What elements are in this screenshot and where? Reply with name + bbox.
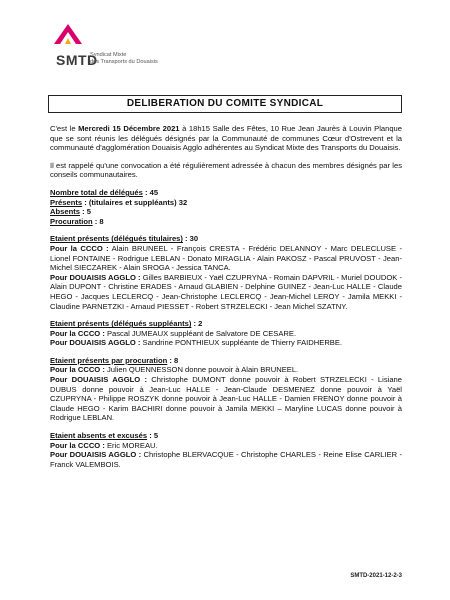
ccco-text: Pascal JUMEAUX suppléant de Salvatore DE CESARE. — [104, 328, 297, 338]
ccco-text: Alain BRUNEEL - François CRESTA - Frédéric DELANNOY - Marc DELECLUSE - Lionel FONTAINE - Rodrigue LEBLAN - Donato MIRAGLIA - Alain PAKOSZ - Pascal PRUVOST - Jean-Michel SIECZAREK - Alain SROGA - Jessica TANCA. — [50, 243, 402, 273]
section-heading: Etaient présents par procuration — [50, 355, 168, 365]
agglo-members — [50, 450, 402, 469]
proxy-label: Procuration — [50, 216, 93, 226]
agglo-members — [50, 338, 402, 348]
agglo-label: Pour DOUAISIS AGGLO : — [50, 450, 142, 460]
ccco-text: Eric MOREAU. — [104, 440, 158, 450]
section-count: : 8 — [167, 355, 179, 365]
total-label: Nombre total de délégués — [50, 187, 143, 197]
ccco-members — [50, 441, 402, 451]
agglo-text: Christophe DUMONT donne pouvoir à Robert STRZELECKI - Lisiane DUBUS donne pouvoir à Jean-Luc HALLE - Jean-Claude DESMENEZ donne pouvoir à Yaël CZUPRYNA - Philippe ROSZYK donne pouvoir à Jean-Luc HALLE - Damien FRENOY donne pouvoir à Claude HEGO - Karim BACHIRI donne pouvoir à Jamila MEKKI – Maryline LUCAS donne pouvoir à Rodrigue LEBLAN. — [50, 375, 402, 423]
present-label: Présents — [50, 197, 83, 207]
ccco-members — [50, 365, 402, 375]
counts-block — [50, 188, 402, 226]
section-procuration — [50, 356, 402, 423]
intro-paragraph — [50, 124, 402, 153]
section-suppleants — [50, 319, 402, 348]
agglo-text: Christophe BLERVACQUE - Christophe CHARLES - Reine Elise CARLIER - Franck VALEMBOIS. — [50, 450, 402, 469]
intro-pre: C'est le — [50, 124, 79, 133]
ccco-members — [50, 244, 402, 273]
document-title: DELIBERATION DU COMITE SYNDICAL — [48, 95, 402, 113]
smtd-logo — [48, 22, 158, 66]
logo-mark-icon — [48, 22, 88, 52]
ccco-label: Pour la CCCO : — [50, 365, 105, 375]
meeting-date: Mercredi 15 Décembre 2021 — [78, 124, 180, 133]
agglo-text: Gilles BARBIEUX - Yaël CZUPRYNA - Romain DAPVRIL - Muriel DOUDOK - Alain DUPONT - Christine ERADES - Arnaud GLABIEN - Delphine GUINEZ - Jean-Luc HALLE - Claude HEGO - Jacques LECLERCQ - Jean-Christophe LECLERCQ - Jean-Michel LEROY - Jamila MEKKI - Claudine PARNETZKI - Arnaud PIESSET - Robert STRZELECKI - Jean Michel SZATNY. — [50, 272, 402, 311]
section-heading: Etaient présents (délégués titulaires) — [50, 234, 183, 244]
absent-value: : 5 — [79, 207, 91, 217]
ccco-label: Pour la CCCO : — [50, 243, 109, 253]
document-body — [50, 124, 402, 469]
agglo-label: Pour DOUAISIS AGGLO : — [50, 375, 147, 385]
agglo-label: Pour DOUAISIS AGGLO : — [50, 272, 141, 282]
agglo-members — [50, 273, 402, 311]
ccco-label: Pour la CCCO : — [50, 440, 105, 450]
section-count: : 5 — [147, 431, 159, 441]
proxy-value: : 8 — [92, 216, 104, 226]
section-heading: Etaient présents (délégués suppléants) — [50, 319, 192, 329]
present-value: : (titulaires et suppléants) 32 — [82, 197, 188, 207]
intro-post: à 18h15 Salle des Fêtes, 10 Rue Jean Jaurès à Louvin Planque que se sont réunis les délégués désignés par la Communauté de communes Cœur d'Ostrevent et la communauté d'agglomération Douaisis Agglo adhérentes au Syndicat Mixte des Transports du Douaisis. — [50, 124, 402, 153]
total-value: : 45 — [142, 187, 159, 197]
ccco-label: Pour la CCCO : — [50, 328, 105, 338]
section-count: : 30 — [182, 234, 199, 244]
org-line-2: des Transports du Douaisis — [90, 58, 158, 65]
org-line-1: Syndicat Mixte — [90, 52, 127, 58]
section-titulaires — [50, 234, 402, 311]
ccco-members — [50, 329, 402, 339]
reminder-paragraph: Il est rappelé qu'une convocation a été régulièrement adressée à chacun des membres désignés par les conseils communautaires. — [50, 160, 402, 180]
ccco-text: Julien QUENNESSON donne pouvoir à Alain BRUNEEL. — [104, 365, 299, 375]
section-count: : 2 — [191, 319, 203, 329]
absent-label: Absents — [50, 207, 80, 217]
agglo-text: Sandrine PONTHIEUX suppléante de Thierry FAIDHERBE. — [140, 338, 343, 348]
section-heading: Etaient absents et excusés — [50, 431, 148, 441]
agglo-label: Pour DOUAISIS AGGLO : — [50, 338, 141, 348]
agglo-members — [50, 375, 402, 423]
section-absents — [50, 431, 402, 469]
document-reference: SMTD-2021-12-2-3 — [350, 573, 402, 579]
logo-text: SMTD — [56, 52, 98, 68]
org-name — [90, 52, 162, 65]
